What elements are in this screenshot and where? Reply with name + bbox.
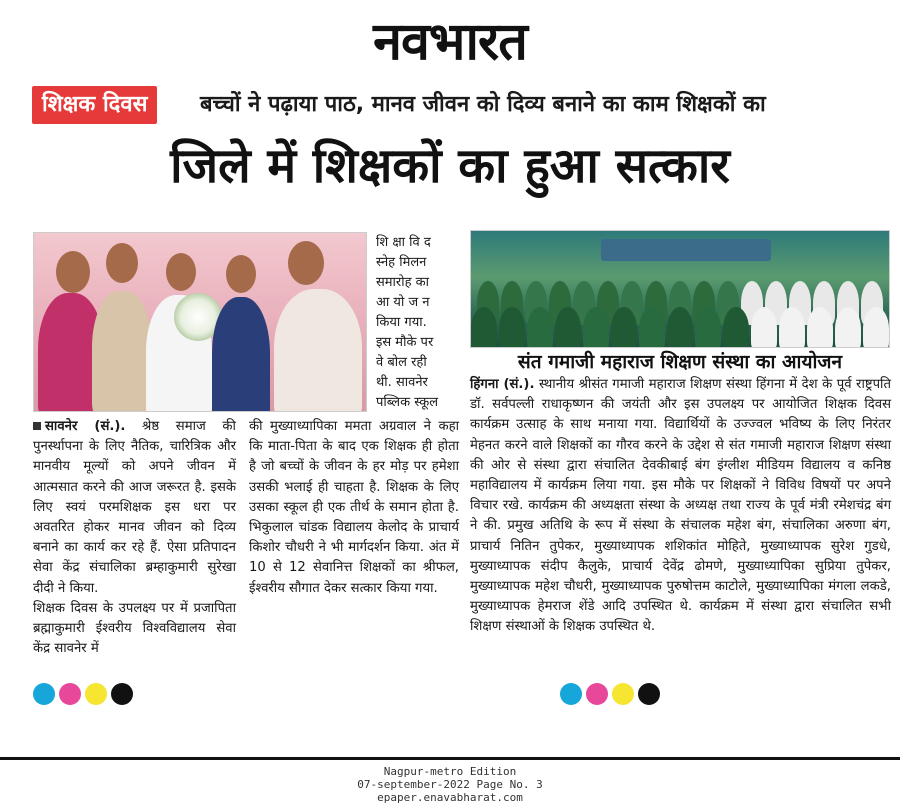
text-line: समारोह का: [376, 275, 429, 290]
dateline: सावनेर (सं.).: [45, 419, 126, 434]
text-line: शि क्षा वि द: [376, 235, 431, 250]
kicker-subhead: बच्चों ने पढ़ाया पाठ, मानव जीवन को दिव्य बनाने का काम शिक्षकों का: [200, 92, 766, 117]
footer-edition: Nagpur-metro Edition: [383, 765, 517, 778]
footer-rule: [0, 757, 900, 760]
magenta-swatch: [59, 683, 81, 705]
kicker-row: [32, 86, 888, 124]
stage-banner: [601, 239, 771, 261]
person-head: [288, 241, 324, 285]
person-figure: [274, 289, 362, 412]
story-left-photo-column: [376, 233, 460, 413]
cyan-swatch: [560, 683, 582, 705]
text-line: थी. सावनेर: [376, 375, 428, 390]
footer-site-link[interactable]: epaper.enavabharat.com: [377, 791, 523, 804]
person-head: [166, 253, 196, 291]
masthead-logo: नवभारत: [373, 12, 527, 72]
text-line: पब्लिक स्कूल: [376, 395, 439, 410]
paragraph-text: श्रेष्ठ समाज की पुनर्स्थापना के लिए नैतिक, चारित्रिक और मानवीय मूल्यों को अपने जीवन में आत्मसात करने की आज जरूरत है. इसके लिए स्वयं परमशिक्षक इस धरा पर अवतरित होकर मानव जीवन को दिव्य बनाने का कार्य कर रहे हैं. ऐसा प्रतिपादन सेवा केंद्र संचालिका ब्रम्हाकुमारी सुरेखा दीदी ने किया.: [33, 419, 236, 596]
saoner-event-photo: [33, 232, 367, 412]
text-line: वे बोल रही: [376, 355, 427, 370]
black-swatch: [638, 683, 660, 705]
story-right-column: [470, 375, 891, 638]
yellow-swatch: [612, 683, 634, 705]
section-tag: शिक्षक दिवस: [32, 86, 157, 124]
person-head: [226, 255, 256, 293]
footer: [0, 765, 900, 804]
story-left-paragraph: [33, 417, 236, 599]
black-swatch: [111, 683, 133, 705]
person-head: [56, 251, 90, 293]
story-left-paragraph: की मुख्याध्यापिका ममता अग्रवाल ने कहा कि माता-पिता के बाद एक शिक्षक ही होता है जो बच्चों के जीवन के हर मोड़ पर हमेशा उसकी भलाई ही चाहता है. शिक्षक के लिए उसका स्कूल ही एक तीर्थ के समान होता है. भिकुलाल चांडक विद्यालय केलोद के प्राचार्य किशोर चौधरी ने भी मार्गदर्शन किया. अंत में 10 से 12 सेवानित्त शिक्षकों का श्रीफल, ईश्वरीय सौगात देकर सत्कार किया गया.: [249, 419, 459, 596]
main-headline: जिले में शिक्षकों का हुआ सत्कार: [170, 138, 730, 194]
story-left-paragraph: शिक्षक दिवस के उपलक्ष्य पर में प्रजापिता ब्रह्माकुमारी ईश्वरीय विश्वविद्यालय सेवा केंद्र सावनेर में: [33, 600, 236, 657]
color-registration-marks: [33, 683, 133, 705]
magenta-swatch: [586, 683, 608, 705]
cyan-swatch: [33, 683, 55, 705]
story-left-column-a: [33, 417, 236, 659]
paragraph-text: स्थानीय श्रीसंत गमाजी महाराज शिक्षण संस्था हिंगना में देश के पूर्व राष्ट्रपति डॉ. सर्वपल्ली राधाकृष्णन की जयंती और इस उपलक्ष्य पर आयोजित शिक्षक दिवस कार्यक्रम उत्साह के साथ मनाया गया. विद्यार्थियों के उज्ज्वल भविष्य के लिए निरंतर मेहनत करने वाले शिक्षकों का गौरव करने के उद्देश से संत गमाजी महाराज शिक्षण संस्था की ओर से संस्था द्वारा संचालित देवकीबाई बंग इंग्लीश मीडियम विद्यालय व कनिष्ठ महाविद्यालय में कार्यक्रम लिया गया. इस मौके पर शिक्षकों ने विविध विषयों पर अपने विचार रखे. कार्यक्रम की अध्यक्षता संस्था के अध्यक्ष तथा राज्य के पूर्व मंत्री रमेशचंद्र बंग ने की. प्रमुख अतिथि के रूप में संस्था के संचालक महेश बंग, संचालिका अरुणा बंग, प्राचार्य नितिन तुपेकर, मुख्याध्यापक शशिकांत मोहिते, मुख्याध्यापक सुरेश गुडधे, मुख्याध्यापक संदीप कैलुके, प्राचार्य देवेंद्र ढोमणे, मुख्याध्यापिका सुप्रिया तुपेकर, मुख्याध्यापक महेश चौधरी, मुख्याध्यापक पुरुषोत्तम काटोले, मुख्याध्यापिका मंगला लकडे, मुख्याध्यापक हेमराज शेंडे आदि उपस्थित थे. कार्यक्रम में संस्था द्वारा संचालित सभी शिक्षण संस्थाओं के शिक्षक उपस्थित थे.: [470, 377, 891, 635]
dateline: हिंगना (सं.).: [470, 377, 535, 392]
text-line: किया गया.: [376, 315, 427, 330]
story-right-paragraph: [470, 375, 891, 638]
hingna-group-photo: [470, 230, 890, 348]
bullet-square-icon: [33, 422, 41, 430]
footer-date-page: 07-september-2022 Page No. 3: [357, 778, 543, 791]
person-figure: [212, 297, 270, 412]
person-figure: [92, 291, 152, 412]
color-registration-marks: [560, 683, 660, 705]
text-line: आ यो ज न: [376, 295, 430, 310]
yellow-swatch: [85, 683, 107, 705]
person-head: [106, 243, 138, 283]
crowd-front-row: [471, 307, 890, 347]
text-line: इस मौके पर: [376, 335, 434, 350]
story-left-column-b: [249, 417, 459, 599]
photo-caption: संत गमाजी महाराज शिक्षण संस्था का आयोजन: [517, 351, 843, 373]
text-line: स्नेह मिलन: [376, 255, 427, 270]
